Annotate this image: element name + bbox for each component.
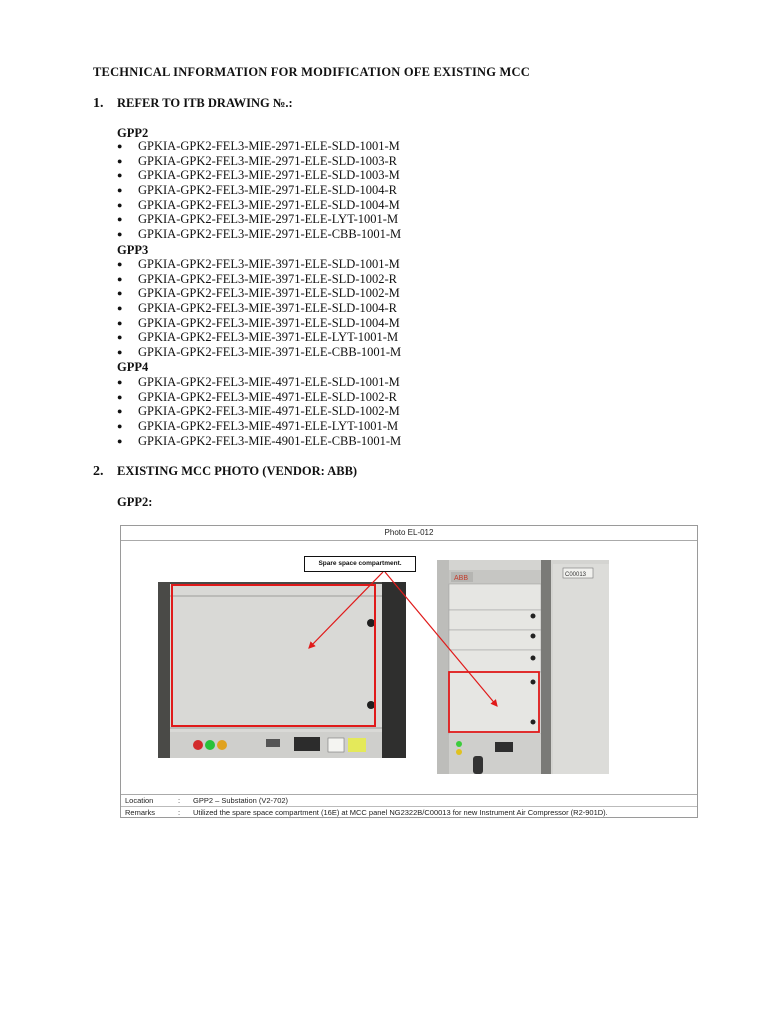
drawing-number: GPKIA-GPK2-FEL3-MIE-3971-ELE-SLD-1002-R: [138, 271, 397, 286]
drawing-list-gpp3: [117, 257, 401, 360]
panel-tag: C00013: [565, 572, 587, 578]
drawing-number: GPKIA-GPK2-FEL3-MIE-4901-ELE-CBB-1001-M: [138, 433, 402, 448]
bullet-icon: ●: [117, 303, 123, 314]
list-item: [117, 330, 401, 345]
drawing-number: GPKIA-GPK2-FEL3-MIE-2971-ELE-SLD-1004-R: [138, 183, 397, 198]
list-item: [117, 154, 401, 169]
bullet-icon: ●: [117, 288, 123, 299]
list-item: [117, 212, 401, 227]
section-2-heading: [93, 464, 357, 480]
drawing-number: GPKIA-GPK2-FEL3-MIE-2971-ELE-SLD-1003-M: [138, 168, 400, 183]
bullet-icon: ●: [117, 214, 123, 225]
list-item: [117, 139, 401, 154]
drawing-number: GPKIA-GPK2-FEL3-MIE-2971-ELE-CBB-1001-M: [138, 227, 402, 242]
list-item: [117, 301, 401, 316]
section-2-title: EXISTING MCC PHOTO (VENDOR: ABB): [117, 464, 358, 478]
list-item: [117, 272, 401, 287]
bullet-icon: ●: [117, 229, 123, 240]
drawing-number: GPKIA-GPK2-FEL3-MIE-3971-ELE-SLD-1004-R: [138, 301, 397, 316]
list-item: [117, 286, 401, 301]
bullet-icon: ●: [117, 155, 123, 166]
separator: :: [178, 796, 181, 805]
bullet-icon: ●: [117, 170, 123, 181]
gpp2-photo-label: GPP2:: [117, 495, 153, 509]
bullet-icon: ●: [117, 332, 123, 343]
bullet-icon: ●: [117, 406, 123, 417]
photo-title: Photo EL-012: [384, 528, 434, 537]
list-item: [117, 257, 401, 272]
drawing-number: GPKIA-GPK2-FEL3-MIE-2971-ELE-SLD-1004-M: [138, 197, 400, 212]
drawing-number: GPKIA-GPK2-FEL3-MIE-2971-ELE-SLD-1001-M: [138, 139, 400, 153]
bullet-icon: ●: [117, 421, 123, 432]
section-1-heading: [93, 96, 293, 112]
drawing-list-gpp2: [117, 139, 401, 242]
drawing-number: GPKIA-GPK2-FEL3-MIE-2971-ELE-SLD-1003-R: [138, 153, 397, 168]
list-item: [117, 434, 401, 449]
drawing-number: GPKIA-GPK2-FEL3-MIE-3971-ELE-SLD-1002-M: [138, 286, 400, 301]
list-item: [117, 419, 401, 434]
drawing-number: GPKIA-GPK2-FEL3-MIE-2971-ELE-LYT-1001-M: [138, 212, 399, 227]
list-item: [117, 375, 401, 390]
separator: :: [178, 808, 181, 817]
spare-space-callout: Spare space compartment.: [304, 556, 416, 572]
bullet-icon: ●: [117, 347, 123, 358]
list-item: [117, 198, 401, 213]
drawing-number: GPKIA-GPK2-FEL3-MIE-3971-ELE-LYT-1001-M: [138, 330, 399, 345]
bullet-icon: ●: [117, 317, 123, 328]
bullet-icon: ●: [117, 141, 123, 151]
photo-info-table: [121, 794, 697, 818]
list-item: [117, 345, 401, 360]
drawing-number: GPKIA-GPK2-FEL3-MIE-3971-ELE-SLD-1004-M: [138, 315, 400, 330]
drawing-number: GPKIA-GPK2-FEL3-MIE-4971-ELE-SLD-1001-M: [138, 375, 400, 389]
drawing-number: GPKIA-GPK2-FEL3-MIE-4971-ELE-SLD-1002-R: [138, 389, 397, 404]
location-value: GPP2 – Substation (V2-702): [193, 796, 289, 805]
group-gpp2-label: GPP2: [117, 126, 149, 140]
bullet-icon: ●: [117, 435, 123, 446]
section-1-title: REFER TO ITB DRAWING №.:: [117, 96, 293, 110]
location-label: Location: [125, 796, 154, 805]
table-row: [121, 795, 697, 806]
list-item: [117, 404, 401, 419]
panel-brand: ABB: [454, 575, 469, 582]
group-gpp4-label: GPP4: [117, 360, 149, 374]
remarks-value: Utilized the spare space compartment (16E) at MCC panel NG2322B/C00013 for new Instrument Air Compressor (R2-901D).: [193, 808, 608, 817]
bullet-icon: ●: [117, 259, 123, 269]
list-item: [117, 183, 401, 198]
bullet-icon: ●: [117, 185, 123, 196]
list-item: [117, 316, 401, 331]
photo-frame: [120, 525, 698, 818]
bullet-icon: ●: [117, 391, 123, 402]
drawing-number: GPKIA-GPK2-FEL3-MIE-4971-ELE-SLD-1002-M: [138, 404, 400, 419]
drawing-number: GPKIA-GPK2-FEL3-MIE-3971-ELE-CBB-1001-M: [138, 345, 402, 360]
group-gpp3-label: GPP3: [117, 243, 149, 257]
drawing-list-gpp4: [117, 375, 401, 448]
section-1-number: 1.: [93, 96, 104, 111]
bullet-icon: ●: [117, 199, 123, 210]
list-item: [117, 168, 401, 183]
document-title: TECHNICAL INFORMATION FOR MODIFICATION OFE EXISTING MCC: [93, 65, 530, 79]
section-2-number: 2.: [93, 464, 104, 479]
bullet-icon: ●: [117, 377, 123, 387]
remarks-label: Remarks: [125, 808, 156, 817]
list-item: [117, 390, 401, 405]
list-item: [117, 227, 401, 242]
drawing-number: GPKIA-GPK2-FEL3-MIE-4971-ELE-LYT-1001-M: [138, 419, 399, 434]
drawing-number: GPKIA-GPK2-FEL3-MIE-3971-ELE-SLD-1001-M: [138, 257, 400, 271]
table-row: [121, 806, 697, 818]
bullet-icon: ●: [117, 273, 123, 284]
